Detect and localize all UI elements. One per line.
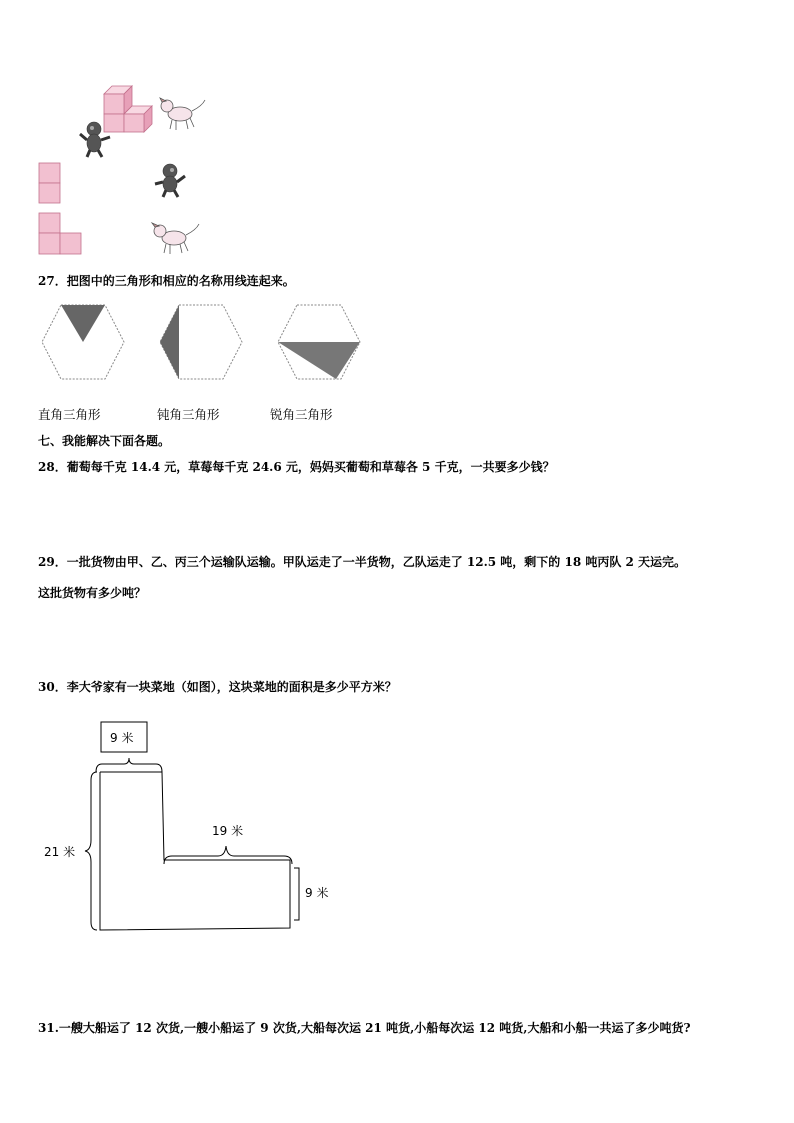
q29-number: 29． xyxy=(38,555,67,569)
q29-prompt-line2: 这批货物有多少吨？ xyxy=(38,586,147,600)
q29-text-line1: 一批货物由甲、乙、丙三个运输队运输。甲队运走了一半货物，乙队运走了 12.5 吨，剩下的 18 吨丙队 2 天运完。 xyxy=(66,555,687,569)
q31-text: 一艘大船运了 12 次货,一艘小船运了 9 次货,大船每次运 21 吨货,小船每次运 12 吨货,大船和小船一共运了多少吨货? xyxy=(58,1021,691,1035)
section-title: 七、我能解决下面各题。 xyxy=(38,434,171,448)
q27-text: 把图中的三角形和相应的名称用线连起来。 xyxy=(66,274,295,288)
dim-height: 21 米 xyxy=(44,845,76,859)
dim-top-width: 9 米 xyxy=(110,731,134,745)
dim-right-height: 9 米 xyxy=(305,886,329,900)
label-obtuse-triangle: 钝角三角形 xyxy=(157,407,220,422)
q27-number: 27． xyxy=(38,274,67,288)
q28-text: 葡萄每千克 14.4 元，草莓每千克 24.6 元，妈妈买葡萄和草莓各 5 千克，一共要多少钱？ xyxy=(66,460,555,474)
dim-bottom-length: 19 米 xyxy=(212,824,244,838)
q30-text: 李大爷家有一块菜地（如图），这块菜地的面积是多少平方米？ xyxy=(66,680,397,694)
q30-number: 30． xyxy=(38,680,67,694)
label-acute-triangle: 锐角三角形 xyxy=(270,407,333,422)
q31-prompt xyxy=(38,1019,691,1036)
q31-number: 31. xyxy=(38,1021,59,1035)
q28-number: 28． xyxy=(38,460,67,474)
label-right-triangle: 直角三角形 xyxy=(38,407,101,422)
